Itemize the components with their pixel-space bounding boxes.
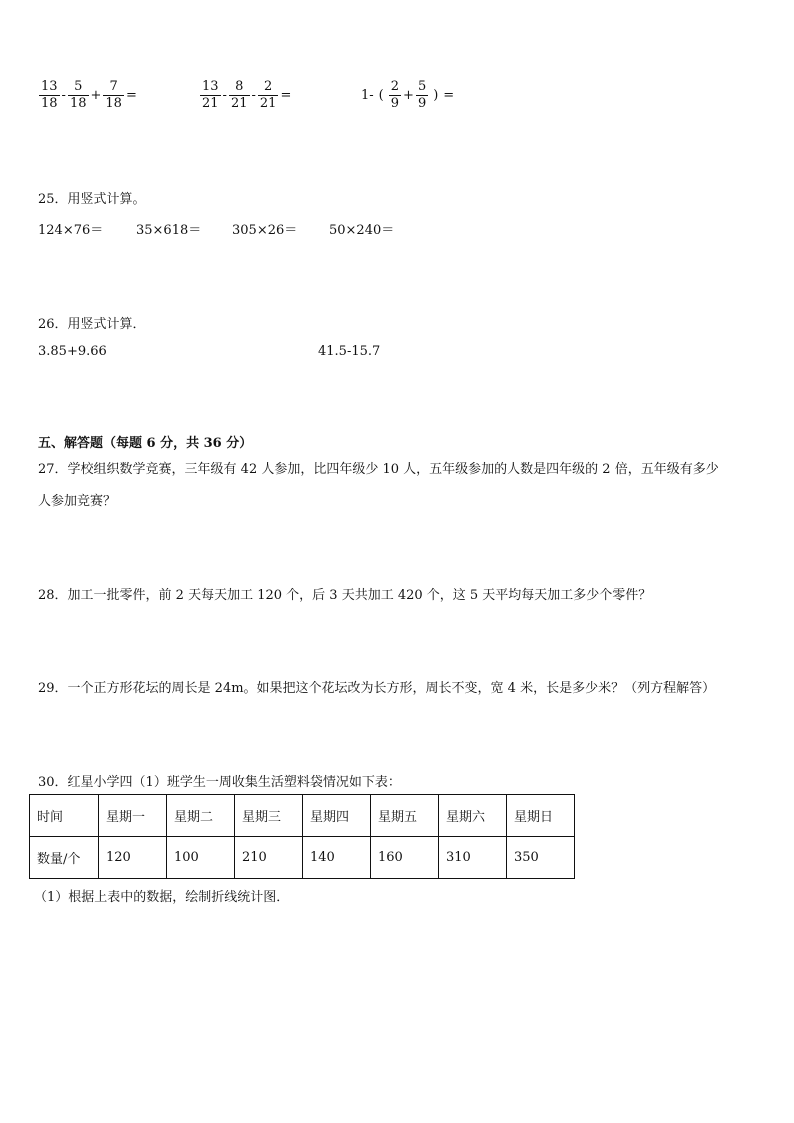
operator: - (222, 88, 227, 103)
denominator: 9 (417, 96, 427, 111)
table-header-cell: 星期五 (371, 795, 439, 837)
table-cell: 100 (167, 837, 235, 879)
q26-item: 3.85+9.66 (38, 344, 107, 359)
equals-sign: = (280, 88, 292, 103)
table-header-cell: 星期二 (167, 795, 235, 837)
left-paren: ( (378, 88, 384, 103)
numerator: 7 (109, 79, 118, 94)
question-25-title: 25．用竖式计算。 (38, 192, 146, 207)
fraction (258, 80, 279, 111)
table-row (30, 795, 575, 837)
fraction (389, 80, 401, 111)
fraction (39, 80, 60, 111)
table-cell: 310 (439, 837, 507, 879)
fraction-expression-1 (38, 80, 138, 111)
table-header-cell: 星期三 (235, 795, 303, 837)
question-27-line2: 人参加竞赛？ (38, 494, 117, 509)
fraction (416, 80, 428, 111)
equals-sign: = (125, 88, 137, 103)
q26-item: 41.5-15.7 (318, 344, 381, 359)
denominator: 9 (390, 96, 400, 111)
operator: - (251, 88, 256, 103)
fraction-expression-2 (199, 80, 292, 111)
table-cell: 160 (371, 837, 439, 879)
denominator: 18 (69, 96, 87, 111)
right-paren: ) (433, 88, 439, 103)
table-cell: 210 (235, 837, 303, 879)
table-cell: 140 (303, 837, 371, 879)
table-header-cell: 星期四 (303, 795, 371, 837)
fraction (68, 80, 89, 111)
table-header-cell: 时间 (30, 795, 99, 837)
q25-item: 35×618＝ (136, 223, 202, 238)
table-cell: 数量/个 (30, 837, 99, 879)
question-29: 29．一个正方形花坛的周长是 24m。如果把这个花坛改为长方形，周长不变，宽 4 米，长是多少米？（列方程解答） (38, 681, 716, 696)
operator: - (61, 88, 66, 103)
question-27-line1: 27．学校组织数学竞赛，三年级有 42 人参加，比四年级少 10 人，五年级参加的人数是四年级的 2 倍，五年级有多少 (38, 462, 719, 477)
leading-term: 1- (361, 88, 374, 103)
equals-sign: = (443, 88, 455, 103)
denominator: 21 (202, 96, 219, 111)
question-26-title: 26．用竖式计算． (38, 317, 146, 332)
question-28: 28．加工一批零件，前 2 天每天加工 120 个，后 3 天共加工 420 个，这 5 天平均每天加工多少个零件？ (38, 588, 652, 603)
numerator: 13 (41, 79, 58, 94)
table-cell: 120 (99, 837, 167, 879)
q25-item: 305×26＝ (232, 223, 298, 238)
denominator: 21 (230, 96, 248, 111)
data-table (29, 794, 575, 879)
denominator: 18 (105, 96, 122, 111)
fraction-expression-3 (360, 80, 455, 111)
table-row (30, 837, 575, 879)
fraction (229, 80, 250, 111)
numerator: 5 (74, 79, 83, 94)
table-cell: 350 (507, 837, 575, 879)
fraction (200, 80, 221, 111)
numerator: 5 (417, 79, 427, 94)
question-30-sub1: （1）根据上表中的数据，绘制折线统计图． (34, 890, 290, 905)
table-header-cell: 星期六 (439, 795, 507, 837)
section-heading: 五、解答题（每题 6 分，共 36 分） (38, 436, 253, 451)
numerator: 13 (202, 79, 219, 94)
table-header-cell: 星期一 (99, 795, 167, 837)
question-30-title: 30．红星小学四（1）班学生一周收集生活塑料袋情况如下表： (38, 775, 401, 790)
numerator: 2 (390, 79, 400, 94)
q25-item: 50×240＝ (329, 223, 395, 238)
fraction (103, 80, 124, 111)
operator: + (403, 88, 414, 103)
q25-item: 124×76＝ (38, 223, 104, 238)
operator: + (90, 88, 102, 103)
numerator: 2 (264, 79, 273, 94)
denominator: 18 (41, 96, 58, 111)
denominator: 21 (259, 96, 277, 111)
numerator: 8 (235, 79, 244, 94)
table-header-cell: 星期日 (507, 795, 575, 837)
